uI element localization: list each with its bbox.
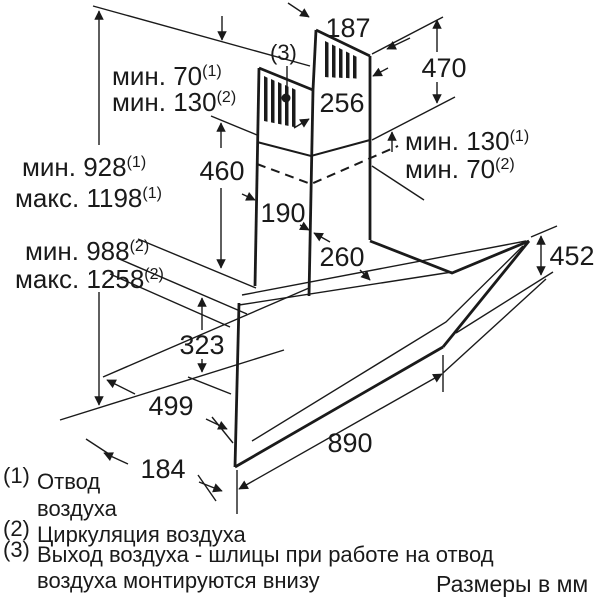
dim-bottom-depth: 184 <box>140 454 186 484</box>
dim256-left-arrow <box>294 119 309 128</box>
dim-duct-depth: 256 <box>319 88 365 118</box>
dim190-left-arrow <box>242 194 255 200</box>
dim499-left-arrow <box>107 380 135 394</box>
dim499-right-arrow <box>206 419 227 429</box>
duct-peak-edge <box>313 30 316 90</box>
clearance-top-1: мин. 70$^{(1)}$ <box>112 61 222 91</box>
height-max-2: макс. 1258$^{(2)}$ <box>15 264 164 294</box>
dim-upper-height: 470 <box>421 53 467 83</box>
dim-slant-depth: 499 <box>148 391 194 421</box>
dim184-left-arrow <box>104 453 128 464</box>
height-min-1: мин. 928$^{(1)}$ <box>22 152 147 182</box>
chimney-front-corner-edge <box>309 90 313 296</box>
panel-top-edge-inner <box>239 272 452 305</box>
annotation3-pointer-dot <box>282 94 291 103</box>
dim-lower-height: 460 <box>199 156 245 186</box>
dim-hood-width: 890 <box>327 428 373 458</box>
tip-extension-line <box>531 226 557 237</box>
footnote1-marker: (1) <box>3 463 30 488</box>
front-panel-right-edge <box>443 241 529 347</box>
clearance-right-2: мин. 70$^{(2)}$ <box>405 154 515 184</box>
dim184-right-arrow <box>199 482 222 491</box>
dim187-left-arrow <box>288 3 309 17</box>
annotation3-marker: (3) <box>270 40 297 65</box>
footnote3-line1: Выход воздуха - шлицы при работе на отвод <box>37 542 494 567</box>
dim-left-width: 190 <box>260 198 306 228</box>
footnote3-marker: (3) <box>3 537 30 562</box>
dim-right-width: 260 <box>319 242 365 272</box>
panel-top-edge-outer <box>242 241 526 295</box>
footnote1-line2: воздуха <box>37 496 117 521</box>
units-note: Размеры в мм <box>436 571 589 597</box>
chimney-joint-extension-line <box>211 116 257 135</box>
slant-right-stub <box>212 417 233 443</box>
footnote3-line2: воздуха монтируются внизу <box>37 568 320 593</box>
clearance-top-2: мин. 130$^{(2)}$ <box>112 87 237 117</box>
dim260-left-arrow <box>314 233 330 242</box>
footnotes <box>3 463 588 597</box>
front-panel-left-edge <box>235 303 239 467</box>
top-right-extension-line <box>372 17 443 54</box>
dim-front-height: 452 <box>549 241 595 271</box>
chimney-left-edge <box>255 68 259 286</box>
vent-slots-left-face <box>264 76 296 127</box>
dim256-right-arrow <box>373 68 388 76</box>
footnote2-line1: Циркуляция воздуха <box>37 522 246 547</box>
dim-top-width: 187 <box>325 13 371 43</box>
height-min-2: мин. 988$^{(2)}$ <box>25 236 150 266</box>
hood-body-outline <box>235 241 529 467</box>
height-max-1: макс. 1198$^{(1)}$ <box>15 183 162 213</box>
footnote2-marker: (2) <box>3 516 30 541</box>
footnote1-line1: Отвод <box>37 469 101 494</box>
panel-inner-rim-line <box>252 246 523 441</box>
back-height-bottom-stub <box>188 377 231 394</box>
front-panel-lower-extension-line <box>456 272 553 333</box>
section-joint-line <box>257 140 370 156</box>
dim-back-height: 323 <box>179 330 225 360</box>
dimension-labels <box>140 13 594 484</box>
clearance-right-1: мин. 130$^{(1)}$ <box>405 126 530 156</box>
depth-left-stub <box>86 439 112 456</box>
